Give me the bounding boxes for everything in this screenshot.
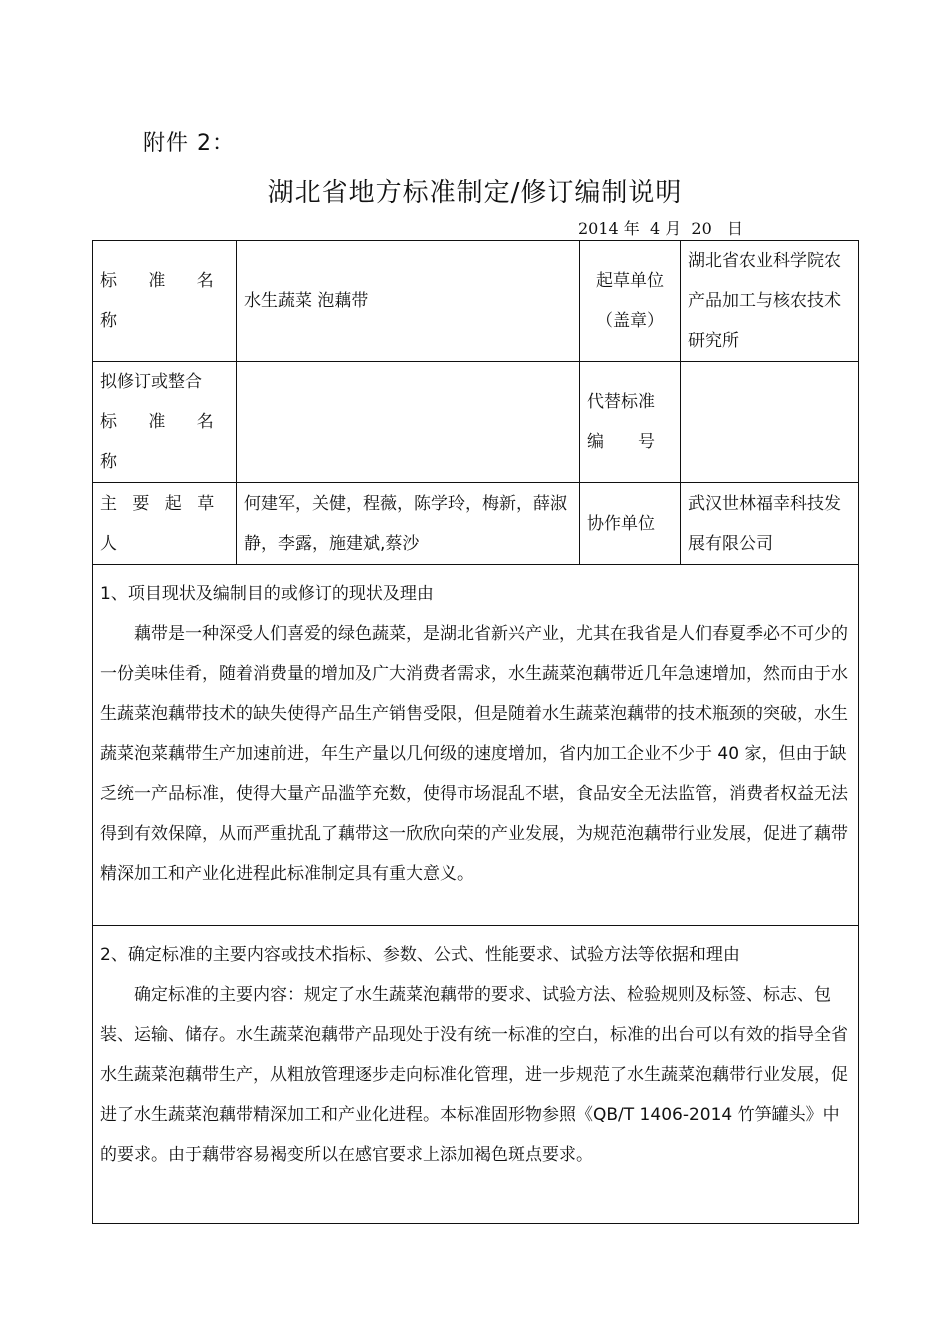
document-date: 2014 年 4 月 20 日	[578, 219, 744, 238]
section-1-body: 藕带是一种深受人们喜爱的绿色蔬菜，是湖北省新兴产业，尤其在我省是人们春夏季必不可少的一份美味佳肴，随着消费量的增加及广大消费者需求，水生蔬菜泡藕带近几年急速增加，然而由于水生蔬菜泡藕带技术的缺失使得产品生产销售受限，但是随着水生蔬菜泡藕带的技术瓶颈的突破，水生蔬菜泡菜藕带生产加速前进，年生产量以几何级的速度增加，省内加工企业不少于 40 家，但由于缺乏统一产品标准，使得大量产品滥竽充数，使得市场混乱不堪，食品安全无法监管，消费者权益无法得到有效保障，从而严重扰乱了藕带这一欣欣向荣的产业发展，为规范泡藕带行业发展，促进了藕带精深加工和产业化进程此标准制定具有重大意义。	[100, 624, 848, 884]
attachment-label: 附件 2：	[143, 131, 235, 156]
row-section-1	[93, 565, 859, 926]
document-title: 湖北省地方标准制定/修订编制说明	[267, 178, 683, 208]
section-2	[93, 926, 859, 1224]
section-2-body: 确定标准的主要内容：规定了水生蔬菜泡藕带的要求、试验方法、检验规则及标签、标志、包装、运输、储存。水生蔬菜泡藕带产品现处于没有统一标准的空白，标准的出台可以有效的指导全省水生蔬菜泡藕带生产，从粗放管理逐步走向标准化管理，进一步规范了水生蔬菜泡藕带行业发展，促进了水生蔬菜泡藕带精深加工和产业化进程。本标准固形物参照《QB/T 1406-2014 竹笋罐头》中的要求。由于藕带容易褐变所以在感官要求上添加褐色斑点要求。	[100, 985, 848, 1165]
drafting-unit-value: 湖北省农业科学院农产品加工与核农技术研究所	[681, 241, 859, 362]
replace-standard-value	[681, 362, 859, 483]
replace-standard-label	[580, 362, 681, 483]
revise-label-line1: 拟修订或整合	[100, 372, 202, 392]
drafting-unit-label: 起草单位（盖章）	[580, 241, 681, 362]
standard-form-table	[92, 240, 859, 1224]
revise-label-line2: 标 准 名 称	[100, 412, 227, 472]
standard-name-label: 标 准 名 称	[93, 241, 237, 362]
replace-label-line1: 代替标准	[587, 392, 655, 412]
row-drafters	[93, 483, 859, 565]
row-section-2	[93, 926, 859, 1224]
coop-unit-value: 武汉世林福幸科技发展有限公司	[681, 483, 859, 565]
replace-label-line2: 编 号	[587, 432, 655, 452]
drafters-label: 主 要 起 草 人	[93, 483, 237, 565]
standard-name-value: 水生蔬菜 泡藕带	[237, 241, 580, 362]
coop-unit-label: 协作单位	[580, 483, 681, 565]
section-1-heading: 1、项目现状及编制目的或修订的现状及理由	[100, 584, 434, 604]
revise-standard-label	[93, 362, 237, 483]
row-revise-standard	[93, 362, 859, 483]
section-1	[93, 565, 859, 926]
row-standard-name	[93, 241, 859, 362]
drafters-value: 何建军，关健，程薇，陈学玲，梅新，薛淑静，李露，施建斌,蔡沙	[237, 483, 580, 565]
section-2-heading: 2、确定标准的主要内容或技术指标、参数、公式、性能要求、试验方法等依据和理由	[100, 945, 740, 965]
revise-standard-value	[237, 362, 580, 483]
